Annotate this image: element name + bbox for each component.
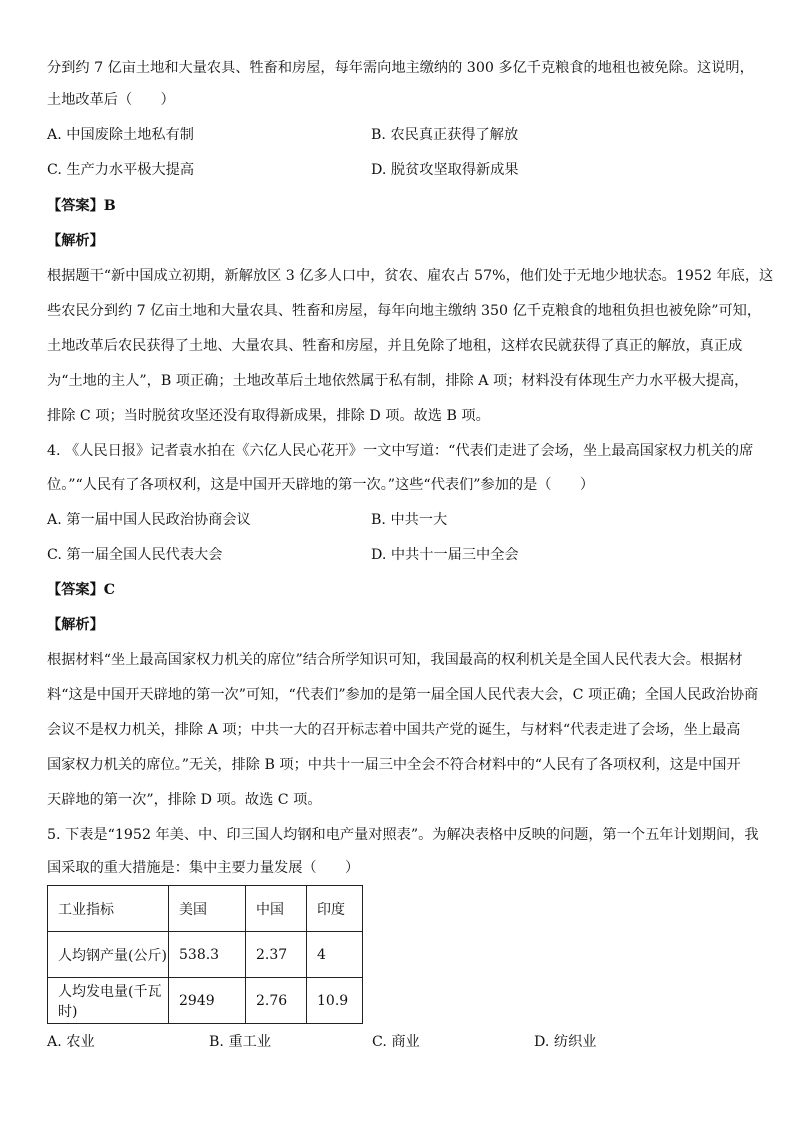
q3-analysis-line-5: 排除 C 项；当时脱贫攻坚还没有取得新成果，排除 D 项。故选 B 项。 <box>47 408 490 424</box>
table-cell: 4 <box>307 932 363 978</box>
q4-answer: 【答案】C <box>47 582 116 598</box>
table-row <box>48 932 363 978</box>
q4-analysis-label: 【解析】 <box>47 617 104 633</box>
q5-stem-line-2: 国采取的重大措施是：集中主要力量发展（ ） <box>47 860 360 876</box>
q4-option-d: D. 中共十一届三中全会 <box>371 547 519 563</box>
q4-stem-line-2: 位。”“人民有了各项权利，这是中国开天辟地的第一次。”这些“代表们”参加的是（ ） <box>47 477 595 493</box>
table-cell: 10.9 <box>307 978 363 1024</box>
q3-stem-line-2: 土地改革后（ ） <box>47 92 175 108</box>
q5-option-c: C. 商业 <box>372 1034 420 1050</box>
steel-electricity-table <box>47 885 363 1024</box>
q3-option-c: C. 生产力水平极大提高 <box>47 162 195 178</box>
q3-analysis-line-3: 土地改革后农民获得了土地、大量农具、牲畜和房屋，并且免除了地租，这样农民就获得了真正的解放，真正成 <box>47 338 743 354</box>
table-cell: 538.3 <box>169 932 246 978</box>
q4-option-a: A. 第一届中国人民政治协商会议 <box>47 512 251 528</box>
q4-analysis-line-3: 会议不是权力机关，排除 A 项；中共一大的召开标志着中国共产党的诞生，与材料“代表走进了会场，坐上最高 <box>47 722 741 738</box>
q3-option-d: D. 脱贫攻坚取得新成果 <box>371 162 519 178</box>
q4-analysis-line-2: 料“这是中国开天辟地的第一次”可知，“代表们”参加的是第一届全国人民代表大会，C 项正确；全国人民政治协商 <box>47 687 759 703</box>
q3-analysis-label: 【解析】 <box>47 233 104 249</box>
q4-analysis-line-5: 天辟地的第一次”，排除 D 项。故选 C 项。 <box>47 792 322 808</box>
table-header-cell: 印度 <box>307 886 363 932</box>
q3-analysis-line-1: 根据题干“新中国成立初期，新解放区 3 亿多人口中，贫农、雇农占 57%，他们处于无地少地状态。1952 年底，这 <box>47 268 774 284</box>
q5-option-a: A. 农业 <box>47 1034 95 1050</box>
table-header-cell: 美国 <box>169 886 246 932</box>
q4-analysis-line-1: 根据材料“坐上最高国家权力机关的席位”结合所学知识可知，我国最高的权利机关是全国人民代表大会。根据材 <box>47 652 743 668</box>
table-header-cell: 中国 <box>246 886 307 932</box>
table-cell: 2.37 <box>246 932 307 978</box>
q5-stem-line-1: 5. 下表是“1952 年美、中、印三国人均钢和电产量对照表”。为解决表格中反映的问题，第一个五年计划期间，我 <box>47 827 759 843</box>
table-cell: 人均发电量(千瓦时) <box>48 978 169 1024</box>
q4-analysis-line-4: 国家权力机关的席位。”无关，排除 B 项；中共十一届三中全会不符合材料中的“人民有了各项权利，这是中国开 <box>47 757 741 773</box>
table-row <box>48 978 363 1024</box>
q5-option-b: B. 重工业 <box>209 1034 272 1050</box>
q4-option-b: B. 中共一大 <box>371 512 448 528</box>
q3-answer: 【答案】B <box>47 198 116 214</box>
q4-stem-line-1: 4. 《人民日报》记者袁水拍在《六亿人民心花开》一文中写道：“代表们走进了会场，坐上最高国家权力机关的席 <box>47 443 754 459</box>
table-cell: 2949 <box>169 978 246 1024</box>
q4-option-c: C. 第一届全国人民代表大会 <box>47 547 223 563</box>
table-header-cell: 工业指标 <box>48 886 169 932</box>
table-cell: 人均钢产量(公斤) <box>48 932 169 978</box>
q3-analysis-line-2: 些农民分到约 7 亿亩土地和大量农具、牲畜和房屋，每年向地主缴纳 350 亿千克粮食的地租负担也被免除”可知， <box>47 303 762 319</box>
q3-option-b: B. 农民真正获得了解放 <box>371 127 519 143</box>
q5-option-d: D. 纺织业 <box>534 1034 597 1050</box>
q3-stem-line-1: 分到约 7 亿亩土地和大量农具、牲畜和房屋，每年需向地主缴纳的 300 多亿千克粮食的地租也被免除。这说明， <box>47 60 754 76</box>
table-header-row <box>48 886 363 932</box>
q3-analysis-line-4: 为“土地的主人”，B 项正确；土地改革后土地依然属于私有制，排除 A 项；材料没有体现生产力水平极大提高， <box>47 373 749 389</box>
table-cell: 2.76 <box>246 978 307 1024</box>
q3-option-a: A. 中国废除土地私有制 <box>47 127 194 143</box>
